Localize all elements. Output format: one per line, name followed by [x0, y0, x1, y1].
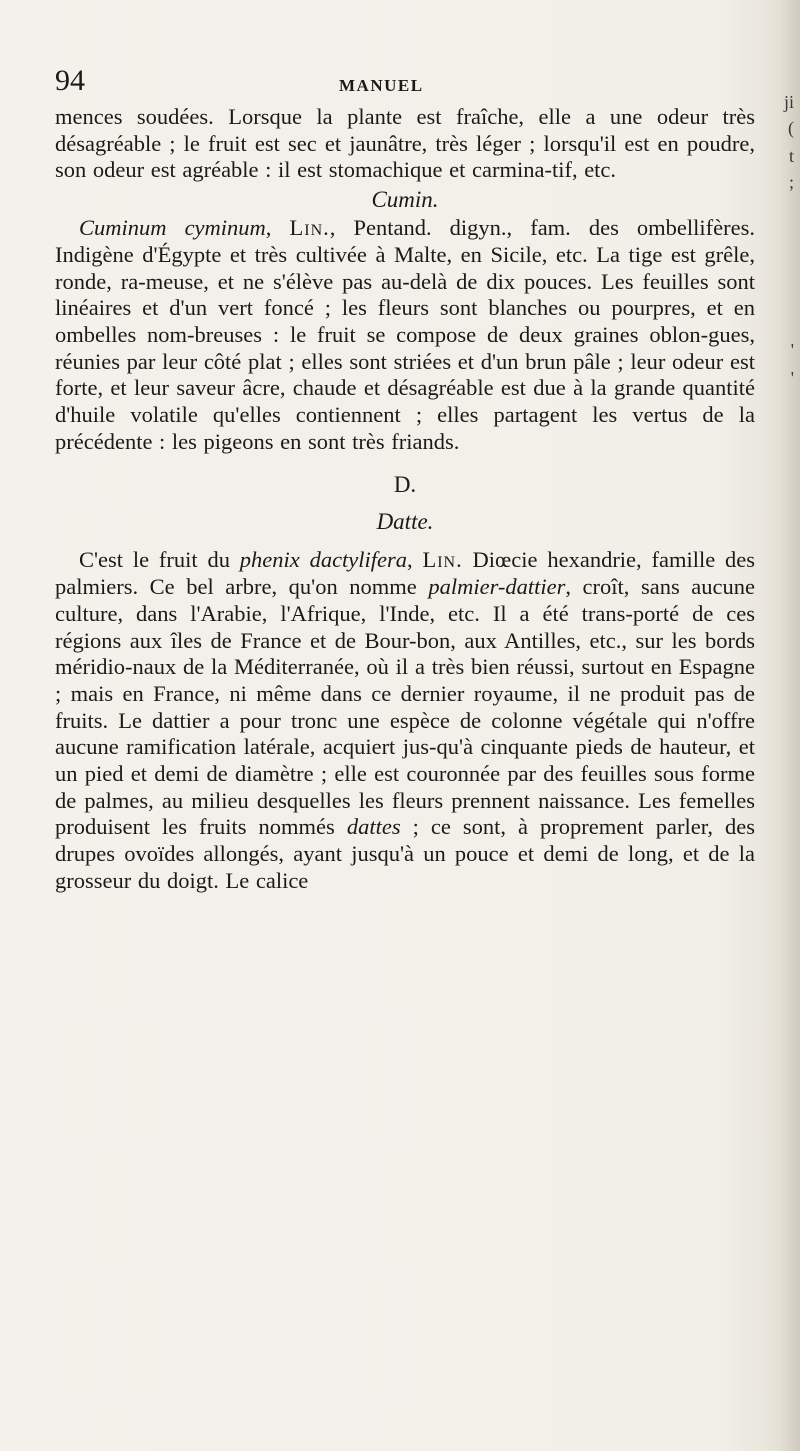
page-header — [55, 66, 755, 104]
fruit-name: dattes — [346, 814, 401, 840]
margin-fragment: ( — [788, 118, 794, 138]
margin-fragment: ; — [788, 172, 794, 192]
margin-fragment: ' — [790, 368, 794, 388]
paragraph-datte: C'est le fruit du phenix dactylifera, Lin. Diœcie hexandrie, famille des palmiers. Ce bel arbre, qu'on nomme palmier-dattier, croît, sans aucune culture, dans l'Arabie, l'Afrique, l'Inde, etc. Il a été trans-porté de ces régions aux îles de France et de Bour-bon, aux Antilles, etc., sur les bords méridio-naux de la Méditerranée, où il a très bien réussi, surtout en Espagne ; mais en France, ni même dans ce dernier royaume, il ne produit pas de fruits. Le dattier a pour tronc une espèce de colonne végétale qui n'offre aucune ramification latérale, acquiert jus-qu'à cinquante pieds de hauteur, et un pied et demi de diamètre ; elle est couronnée par des feuilles sous forme de palmes, au milieu desquelles les fleurs prennent naissance. Les femelles produisent les fruits nommés dattes ; ce sont, à proprement parler, des drupes ovoïdes allongés, ayant jusqu'à un pouce et demi de long, et de la grosseur du doigt. Le calice — [55, 547, 756, 893]
page-number: 94 — [55, 64, 85, 97]
spacer — [55, 537, 755, 547]
latin-name: Cuminum cyminum — [79, 215, 266, 241]
margin-fragment: t — [788, 146, 794, 166]
latin-name: phenix dactylifera — [239, 547, 408, 573]
page-content — [55, 66, 755, 895]
paragraph-continuation: mences soudées. Lorsque la plante est fraîche, elle a une odeur très désagréable ; le fruit est sec et jaunâtre, très léger ; lorsqu'il est en poudre, son odeur est agréable : il est stomachique et carmina-tif, etc. — [55, 104, 755, 183]
paragraph-text: , croît, sans aucune culture, dans l'Arabie, l'Afrique, l'Inde, etc. Il a été trans-porté de ces régions aux îles de France et de Bour-bon, aux Antilles, etc., sur les bords méridio-naux de la Méditerranée, où il a très bien réussi, surtout en Espagne ; mais en France, ni même dans ce dernier royaume, il ne produit pas de fruits. Le dattier a pour tronc une espèce de colonne végétale qui n'offre aucune ramification latérale, acquiert jus-qu'à cinquante pieds de hauteur, et un pied et demi de diamètre ; elle est couronnée par des feuilles sous forme de palmes, au milieu desquelles les fleurs prennent naissance. Les femelles produisent les fruits nommés — [55, 574, 755, 840]
paragraph-text: Diœcie hexandrie, famille des palmiers. Ce bel arbre, qu'on nomme — [55, 547, 756, 600]
entry-title-cumin: Cumin. — [371, 187, 439, 213]
margin-fragment: ji — [783, 92, 794, 112]
page-edge-shadow — [778, 0, 800, 1451]
author-abbrev: Lin. — [422, 547, 463, 573]
section-letter: D. — [393, 472, 417, 498]
running-head: MANUEL — [339, 76, 424, 95]
paragraph-text: ; ce sont, à proprement parler, des drupes ovoïdes allongés, ayant jusqu'à un pouce et demi de long, et de la grosseur du doigt. Le calice — [55, 814, 755, 893]
paragraph-text: , Pentand. digyn., fam. des ombellifères. Indigène d'Égypte et très cultivée à Malte, en Sicile, etc. La tige est grêle, ronde, ra-meuse, et ne s'élève pas au-delà de dix pouces. Les feuilles sont linéaires et d'un vert foncé ; les fleurs sont blanches ou pourpres, et en ombelles nom-breuses : le fruit se compose de deux graines oblon-gues, réunies par leur côté plat ; elles sont striées et d'un brun pâle ; leur odeur est forte, et leur saveur âcre, chaude et désagréable est due à la grande quantité d'huile volatile qu'elles contiennent ; elles partagent les vertus de la précédente : les pigeons en sont très friands. — [55, 215, 756, 454]
common-name: palmier-dattier — [428, 574, 566, 600]
entry-title-datte: Datte. — [376, 509, 434, 535]
author-abbrev: Lin. — [289, 215, 330, 241]
paragraph-cumin: Cuminum cyminum, Lin., Pentand. digyn., fam. des ombellifères. Indigène d'Égypte et très cultivée à Malte, en Sicile, etc. La tige est grêle, ronde, ra-meuse, et ne s'élève pas au-delà de dix pouces. Les feuilles sont linéaires et d'un vert foncé ; les fleurs sont blanches ou pourpres, et en ombelles nom-breuses : le fruit se compose de deux graines oblon-gues, réunies par leur côté plat ; elles sont striées et d'un brun pâle ; leur odeur est forte, et leur saveur âcre, chaude et désagréable est due à la grande quantité d'huile volatile qu'elles contiennent ; elles partagent les vertus de la précédente : les pigeons en sont très friands. — [55, 215, 756, 454]
paragraph-text: C'est le fruit du — [79, 547, 240, 573]
margin-fragment: ' — [790, 340, 794, 360]
